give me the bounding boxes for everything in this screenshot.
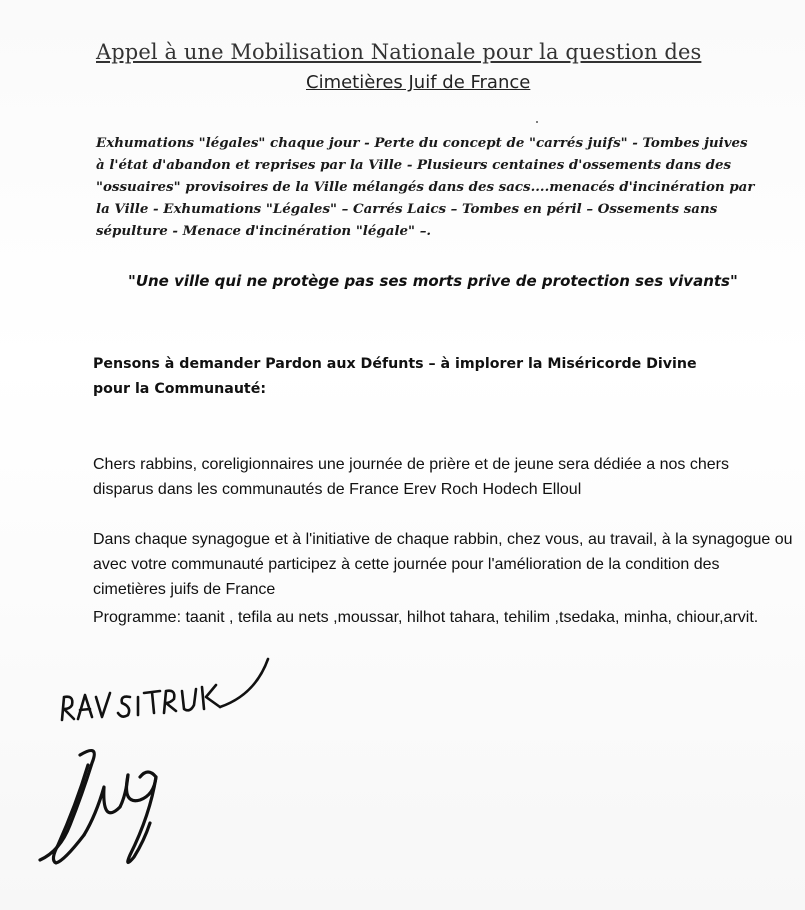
- signature-flourish: [40, 751, 156, 864]
- participation-paragraph: Dans chaque synagogue et à l'initiative de chaque rabbin, chez vous, au travail, à la synagogue ou avec votre communauté participez à cette journée pour l'amélioration de la condition des cimetières juifs de France: [93, 531, 793, 598]
- signature-name-script: [62, 659, 268, 720]
- invitation-paragraph: Chers rabbins, coreligionnaires une journée de prière et de jeune sera dédiée a nos chers disparus dans les communautés de France Erev Roch Hodech Elloul: [93, 456, 729, 498]
- document-title: Appel à une Mobilisation Nationale pour la question des: [96, 40, 702, 64]
- programme-line: Programme: taanit , tefila au nets ,moussar, hilhot tahara, tehilim ,tsedaka, minha, chiour,arvit.: [93, 609, 759, 626]
- stray-dot: [536, 121, 538, 123]
- pardon-heading: Pensons à demander Pardon aux Défunts – à implorer la Miséricorde Divine pour la Communauté:: [93, 356, 697, 397]
- document-subtitle: Cimetières Juif de France: [306, 72, 531, 93]
- intro-paragraph: Exhumations "légales" chaque jour - Perte du concept de "carrés juifs" - Tombes juives à l'état d'abandon et reprises par la Ville - Plusieurs centaines d'ossements dans des "ossuaires" provisoires de la Ville mélangés dans des sacs....menacés d'incinération par la Ville - Exhumations "Légales" – Carrés Laics – Tombes en péril – Ossements sans sépulture - Menace d'incinération "légale" –.: [96, 135, 755, 239]
- handwritten-signature: [30, 655, 290, 885]
- quote-line: "Une ville qui ne protège pas ses morts prive de protection ses vivants": [128, 272, 738, 290]
